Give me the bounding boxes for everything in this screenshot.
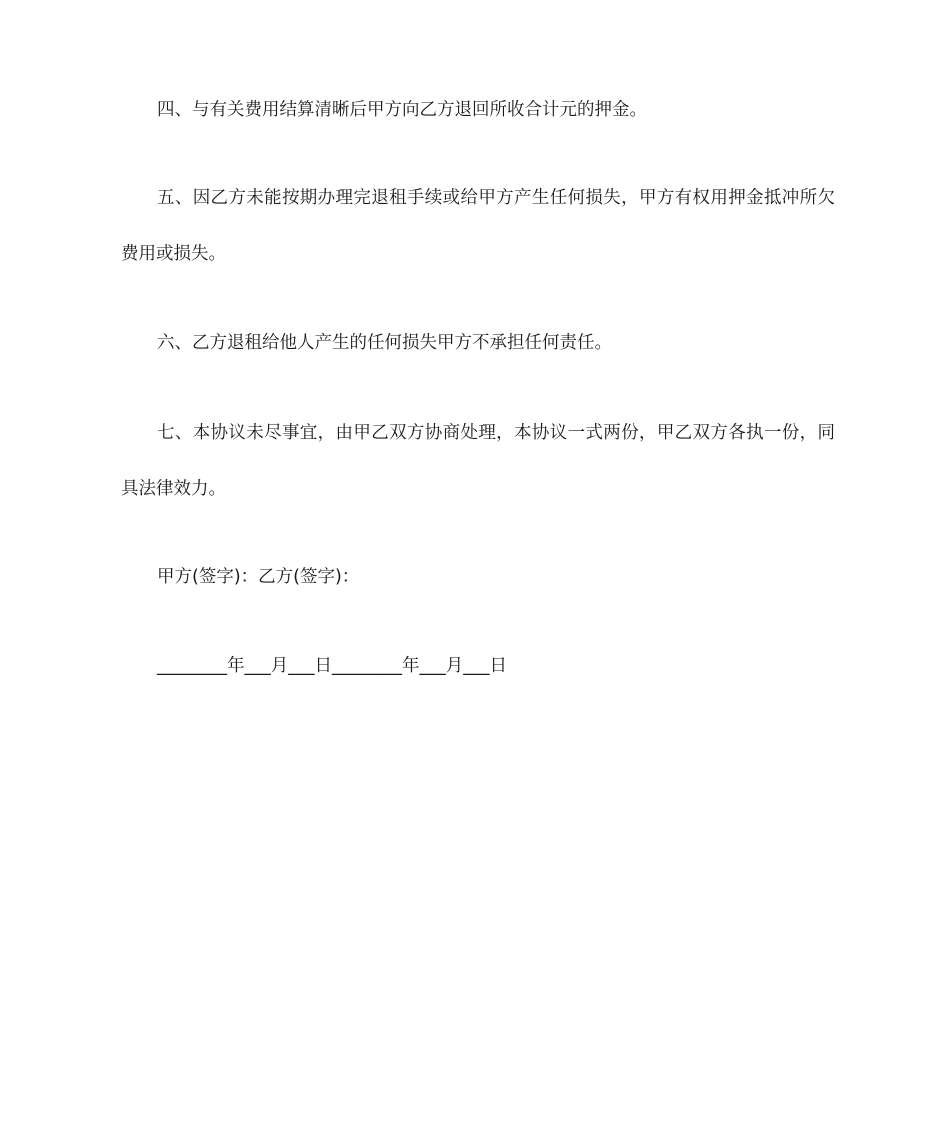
clause-6-paragraph: 六、乙方退租给他人产生的任何损失甲方不承担任何责任。	[157, 333, 612, 353]
clause-7-paragraph: 七、本协议未尽事宜，由甲乙双方协商处理，本协议一式两份，甲乙双方各执一份，同具法律效力。	[121, 423, 835, 499]
clause-4-paragraph: 四、与有关费用结算清晰后甲方向乙方退回所收合计元的押金。	[157, 100, 647, 120]
date-line: ________年___月___日________年___月___日	[157, 656, 507, 676]
clause-5-paragraph: 五、因乙方未能按期办理完退租手续或给甲方产生任何损失，甲方有权用押金抵冲所欠费用或损失。	[121, 188, 835, 264]
signature-line: 甲方(签字)：乙方(签字)：	[157, 567, 360, 587]
